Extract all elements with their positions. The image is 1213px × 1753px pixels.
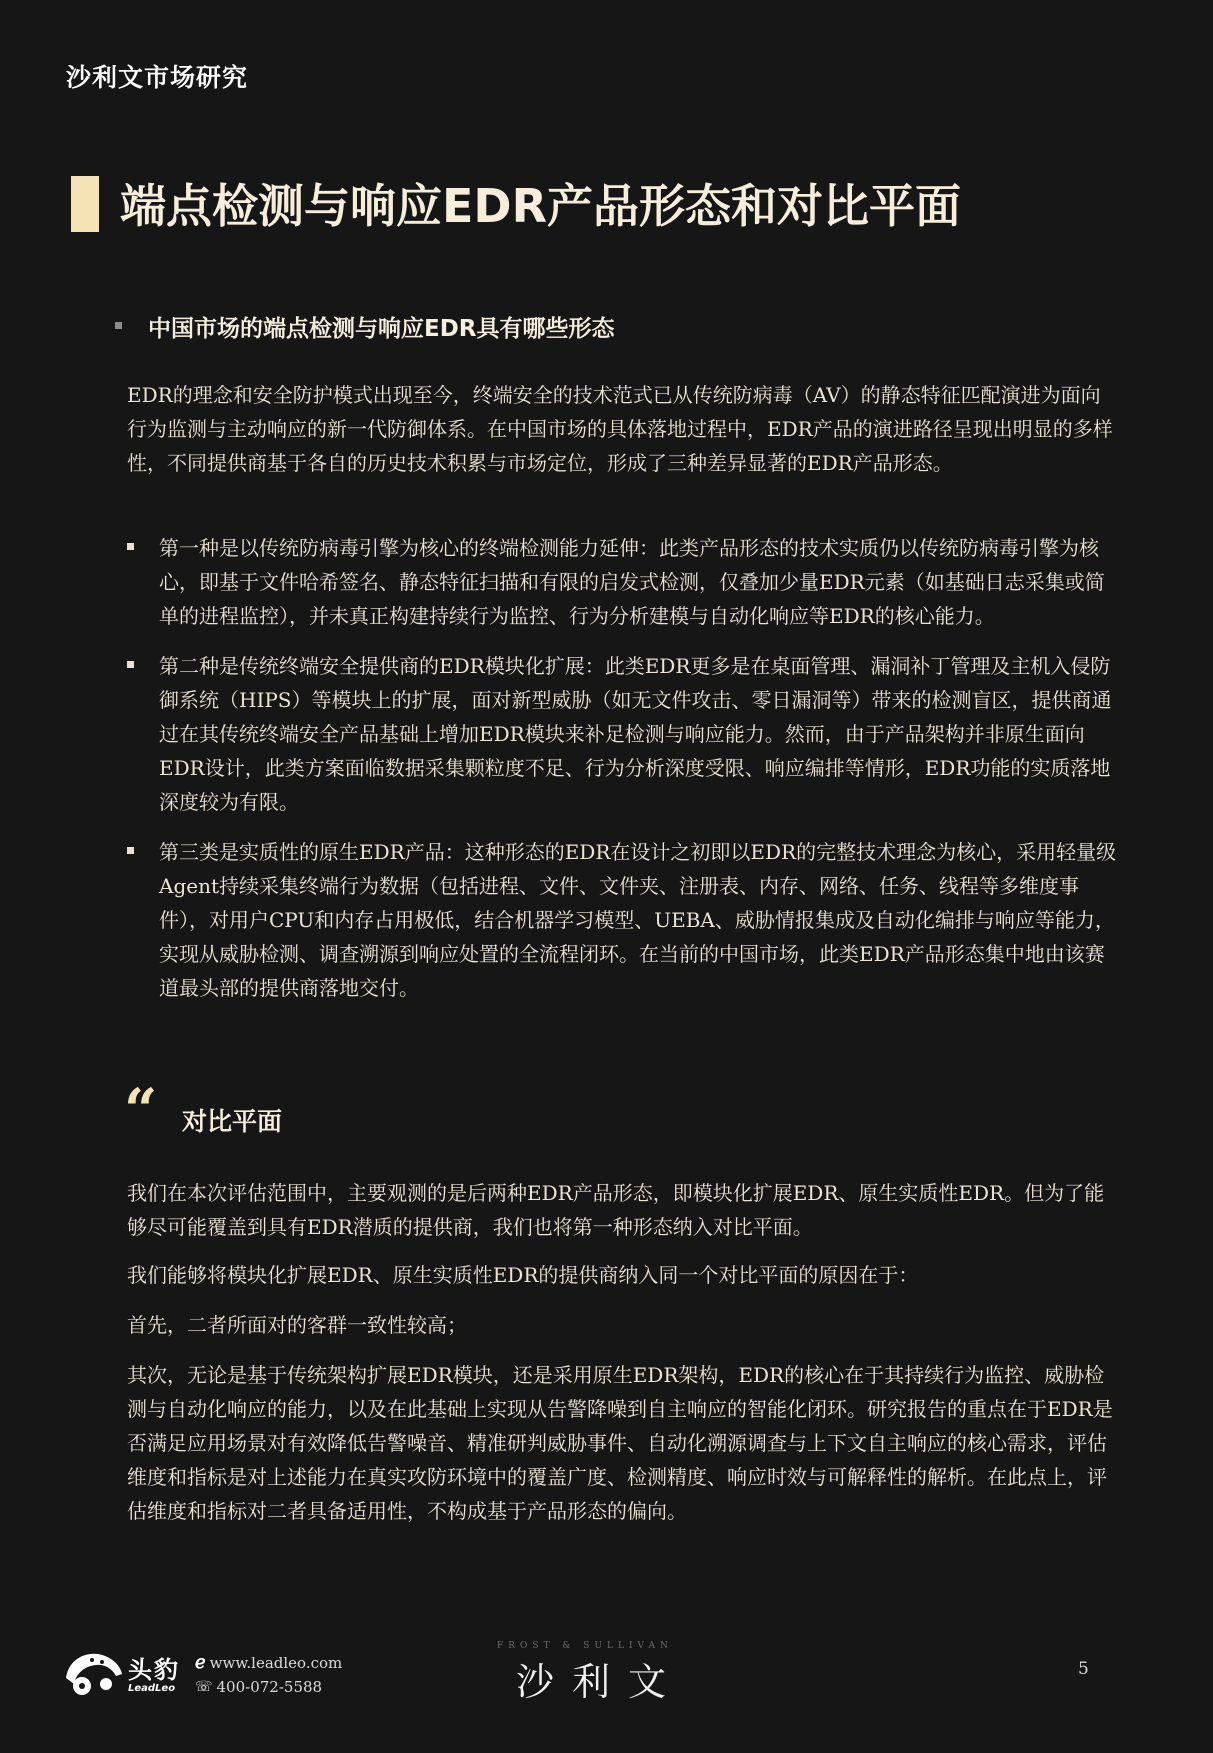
leopard-logo-icon	[62, 1648, 126, 1704]
phone-number: 400-072-5588	[216, 1678, 323, 1696]
comparison-paragraph: 我们能够将模块化扩展EDR、原生实质性EDR的提供商纳入同一个对比平面的原因在于：	[127, 1263, 919, 1287]
comparison-paragraph: 我们在本次评估范围中，主要观测的是后两种EDR产品形态，即模块化扩展EDR、原生实质性EDR。但为了能够尽可能覆盖到具有EDR潜质的提供商，我们也将第一种形态纳入对比平面。	[127, 1181, 1105, 1239]
brand-tagline: FROST & SULLIVAN	[497, 1641, 673, 1651]
list-item	[127, 835, 1117, 1005]
brand-logo: 沙利文	[516, 1660, 685, 1704]
phone-icon: ☏	[195, 1679, 213, 1695]
section-heading-forms: 中国市场的端点检测与响应EDR具有哪些形态	[148, 316, 615, 342]
globe-icon: ℯ	[195, 1652, 206, 1673]
footer-contact	[195, 1651, 342, 1699]
logo-wordmark	[128, 1650, 180, 1694]
website-link[interactable]: www.leadleo.com	[209, 1654, 343, 1672]
page-title: 端点检测与响应EDR产品形态和对比平面	[120, 179, 962, 233]
list-item-text: 第二种是传统终端安全提供商的EDR模块化扩展：此类EDR更多是在桌面管理、漏洞补丁管理及主机入侵防御系统（HIPS）等模块上的扩展，面对新型威胁（如无文件攻击、零日漏洞等）带来的检测盲区，提供商通过在其传统终端安全产品基础上增加EDR模块来补足检测与响应能力。然而，由于产品架构并非原生面向EDR设计，此类方案面临数据采集颗粒度不足、行为分析深度受限、响应编排等情形，EDR功能的实质落地深度较为有限。	[159, 654, 1112, 814]
section-bullet-icon	[115, 322, 122, 329]
title-accent-bar	[71, 176, 99, 232]
bullet-icon	[127, 543, 134, 550]
edr-forms-list	[127, 531, 1117, 1021]
comparison-paragraph: 首先，二者所面对的客群一致性较高；	[127, 1313, 467, 1337]
comparison-paragraph: 其次，无论是基于传统架构扩展EDR模块，还是采用原生EDR架构，EDR的核心在于其持续行为监控、威胁检测与自动化响应的能力，以及在此基础上实现从告警降噪到自主响应的智能化闭环。研究报告的重点在于EDR是否满足应用场景对有效降低告警噪音、精准研判威胁事件、自动化溯源调查与上下文自主响应的核心需求，评估维度和指标是对上述能力在真实攻防环境中的覆盖广度、检测精度、响应时效与可解释性的解析。在此点上，评估维度和指标对二者具备适用性，不构成基于产品形态的偏向。	[127, 1363, 1113, 1523]
list-item	[127, 649, 1117, 819]
list-item	[127, 531, 1117, 633]
logo-cn: 头豹	[128, 1656, 180, 1684]
bullet-icon	[127, 847, 134, 854]
report-series-label: 沙利文市场研究	[66, 63, 249, 92]
bullet-icon	[127, 661, 134, 668]
list-item-text: 第三类是实质性的原生EDR产品：这种形态的EDR在设计之初即以EDR的完整技术理念为核心，采用轻量级Agent持续采集终端行为数据（包括进程、文件、文件夹、注册表、内存、网络、任务、线程等多维度事件），对用户CPU和内存占用极低，结合机器学习模型、UEBA、威胁情报集成及自动化编排与响应等能力，实现从威胁检测、调查溯源到响应处置的全流程闭环。在当前的中国市场，此类EDR产品形态集中地由该赛道最头部的提供商落地交付。	[159, 840, 1117, 1000]
list-item-text: 第一种是以传统防病毒引擎为核心的终端检测能力延伸：此类产品形态的技术实质仍以传统防病毒引擎为核心，即基于文件哈希签名、静态特征扫描和有限的启发式检测，仅叠加少量EDR元素（如基础日志采集或简单的进程监控），并未真正构建持续行为监控、行为分析建模与自动化响应等EDR的核心能力。	[159, 536, 1105, 628]
logo-en: LeadLeo	[128, 1683, 176, 1694]
section-heading-comparison: 对比平面	[182, 1107, 283, 1136]
intro-paragraph: EDR的理念和安全防护模式出现至今，终端安全的技术范式已从传统防病毒（AV）的静态特征匹配演进为面向行为监测与主动响应的新一代防御体系。在中国市场的具体落地过程中，EDR产品的演进路径呈现出明显的多样性，不同提供商基于各自的历史技术积累与市场定位，形成了三种差异显著的EDR产品形态。	[127, 383, 1113, 475]
page-number: 5	[1078, 1659, 1089, 1679]
quote-icon: “	[124, 1076, 158, 1144]
